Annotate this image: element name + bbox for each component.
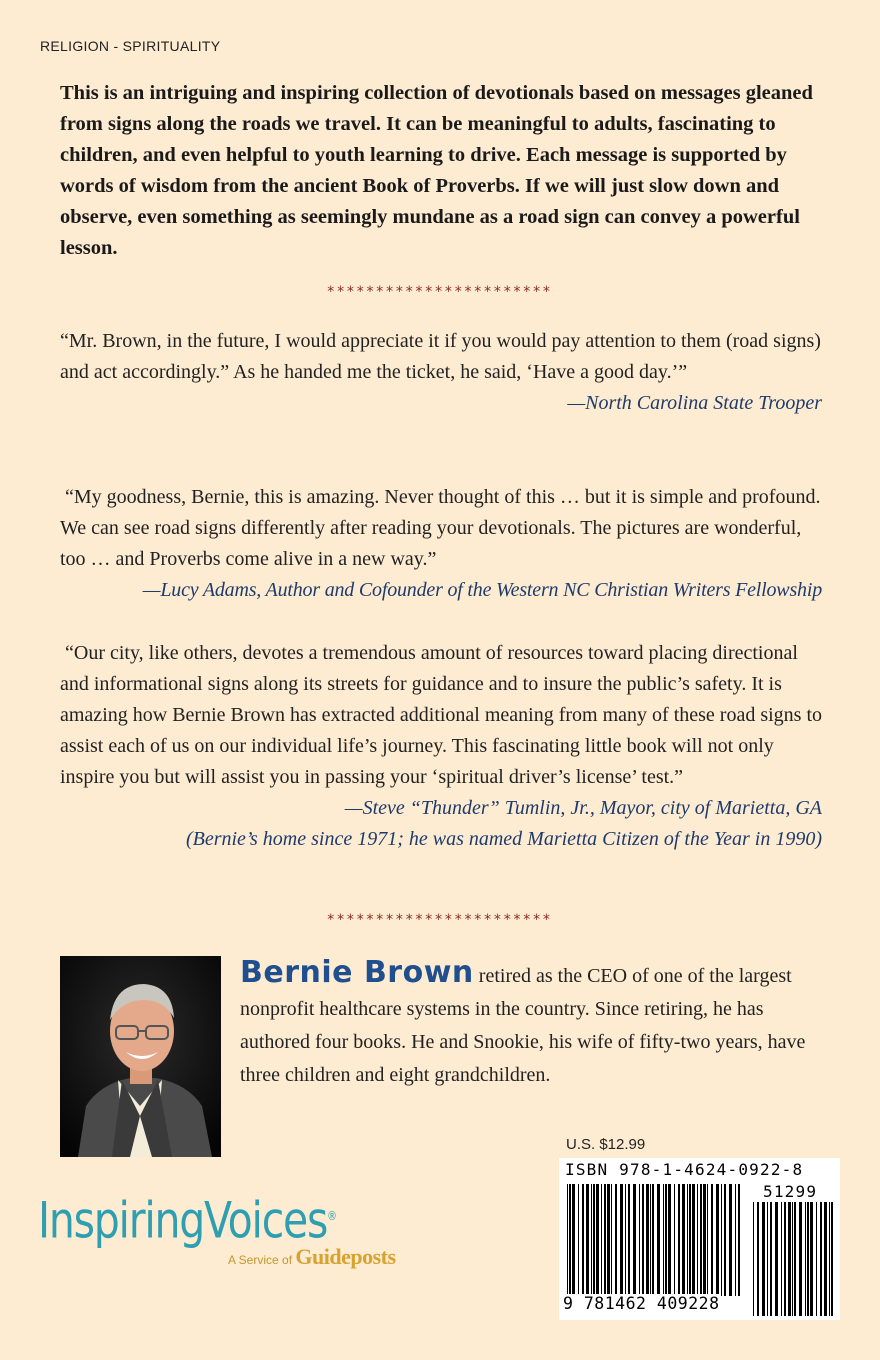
endorsement-3 (60, 638, 828, 855)
barcode-bar (593, 1184, 595, 1296)
barcode-bar (687, 1184, 688, 1296)
barcode-bar (625, 1184, 626, 1296)
endorsement-3-text: “Our city, like others, devotes a tremendous amount of resources toward placing directional and informational signs along its streets for guidance and to insure the public’s safety. It is amazing how Bernie Brown has extracted additional meaning from many of these road signs to assist each of us on our individual life’s journey. This fascinating little book will not only inspire you but will assist you in passing your ‘spiritual driver’s license’ test.” (60, 642, 828, 788)
barcode-bar (652, 1184, 654, 1296)
barcode-bar (578, 1184, 579, 1296)
barcode-bar (615, 1184, 617, 1296)
barcode-bar (700, 1184, 702, 1296)
barcode-bar (716, 1184, 719, 1296)
barcode-bar (824, 1202, 827, 1316)
barcode-bar (678, 1184, 680, 1296)
barcode-bar (767, 1202, 768, 1316)
registered-mark: ® (327, 1209, 336, 1223)
barcode-bar (591, 1184, 592, 1296)
barcode-bar (770, 1202, 772, 1316)
endorsement-2-attribution: —Lucy Adams, Author and Cofounder of the Western NC Christian Writers Fellowship (142, 579, 822, 601)
barcode-bar (657, 1184, 660, 1296)
barcode-bar (692, 1184, 695, 1296)
barcode-bar (633, 1184, 636, 1296)
endorsement-3-attribution-note: (Bernie’s home since 1971; he was named Marietta Citizen of the Year in 1990) (185, 828, 822, 850)
barcode-bar (628, 1184, 630, 1296)
barcode-bar (567, 1184, 568, 1296)
barcode-bar (757, 1202, 759, 1316)
endorsement-2-text: “My goodness, Bernie, this is amazing. Never thought of this … but it is simple and profound. We can see road signs differently after reading your devotionals. The pictures are wonderful, too … and Proverbs come alive in a new way.” (60, 486, 826, 570)
isbn-number: ISBN 978-1-4624-0922-8 (565, 1160, 804, 1179)
barcode-bar (781, 1202, 782, 1316)
barcode-bar (604, 1184, 606, 1296)
barcode-bar (665, 1184, 667, 1296)
isbn-barcode (559, 1158, 840, 1320)
publisher-name-text: InspiringVoices (38, 1191, 328, 1250)
barcode-bar (596, 1184, 599, 1296)
barcode-bar (639, 1184, 640, 1296)
barcode-bar (805, 1202, 806, 1316)
endorsement-3-attribution: —Steve “Thunder” Tumlin, Jr., Mayor, city of Marietta, GA (344, 797, 822, 819)
barcode-bar (794, 1202, 796, 1316)
barcode-bar (668, 1184, 671, 1296)
publisher-service-line (228, 1244, 396, 1270)
barcode-bar (831, 1202, 833, 1316)
barcode-bar (784, 1202, 786, 1316)
endorsement-1 (60, 326, 822, 419)
divider-stars-top: *********************** (327, 284, 553, 300)
category-label: RELIGION - SPIRITUALITY (40, 38, 221, 54)
barcode-bar (569, 1184, 571, 1296)
barcode-bar (792, 1202, 793, 1316)
barcode-bar (707, 1184, 708, 1296)
barcode-bar (601, 1184, 602, 1296)
parent-publisher: Guideposts (295, 1244, 396, 1269)
barcode-bar (729, 1184, 732, 1296)
barcode-bar (820, 1202, 822, 1316)
publisher-name (38, 1186, 336, 1251)
barcode-bar (642, 1184, 644, 1296)
barcode-bar (607, 1184, 610, 1296)
book-blurb: This is an intriguing and inspiring collection of devotionals based on messages gleaned from signs along the roads we travel. It can be meaningful to adults, fascinating to children, and even helpful to youth learning to drive. Each message is supported by words of wisdom from the ancient Book of Proverbs. If we will just slow down and observe, even something as seemingly mundane as a road sign can convey a powerful lesson. (60, 82, 813, 259)
barcode-bar (807, 1202, 809, 1316)
barcode-bar (582, 1184, 584, 1296)
barcode-bar (697, 1184, 698, 1296)
endorsement-2 (60, 482, 826, 606)
barcode-bar (650, 1184, 651, 1296)
barcode-bar (724, 1184, 726, 1296)
barcode-addon-number: 51299 (763, 1182, 818, 1201)
barcode-bar (810, 1202, 813, 1316)
author-bio-text: retired as the CEO of one of the largest nonprofit healthcare systems in the country. Since retiring, he has authored four books. He and Snookie, his wife of fifty-two years, have three children and eight grandchildren. (240, 965, 806, 1086)
barcode-bar (620, 1184, 623, 1296)
barcode-bar (572, 1184, 575, 1296)
barcode-bar (674, 1184, 675, 1296)
publisher-logo (38, 1186, 401, 1269)
author-portrait-image (60, 956, 221, 1157)
author-photo (60, 956, 221, 1157)
author-name: Bernie Brown (240, 955, 474, 990)
barcode-bar (689, 1184, 691, 1296)
barcode-bar (735, 1184, 736, 1296)
divider-stars-bottom: *********************** (327, 912, 553, 928)
endorsement-1-attribution: —North Carolina State Trooper (567, 392, 822, 414)
barcode-bar (721, 1184, 722, 1296)
barcode-bar (703, 1184, 706, 1296)
barcode-bar (788, 1202, 791, 1316)
barcode-bar (663, 1184, 664, 1296)
price-label: U.S. $12.99 (566, 1136, 646, 1153)
service-of-text: A Service of (228, 1253, 293, 1267)
barcode-bar (646, 1184, 649, 1296)
barcode-bar (586, 1184, 589, 1296)
ean-number: 9 781462 409228 (563, 1294, 720, 1313)
barcode-bar (611, 1184, 612, 1296)
barcode-bar (799, 1202, 802, 1316)
author-bio (240, 956, 830, 1092)
barcode-bar (711, 1184, 713, 1296)
barcode-bar (829, 1202, 830, 1316)
barcode-bar (753, 1202, 754, 1316)
endorsement-1-text: “Mr. Brown, in the future, I would appreciate it if you would pay attention to them (road signs) and act accordingly.” As he handed me the ticket, he said, ‘Have a good day.’” (60, 330, 821, 383)
barcode-bar (738, 1184, 740, 1296)
barcode-bar (682, 1184, 685, 1296)
barcode-bar (762, 1202, 765, 1316)
barcode-bar (775, 1202, 778, 1316)
barcode-bar (816, 1202, 817, 1316)
